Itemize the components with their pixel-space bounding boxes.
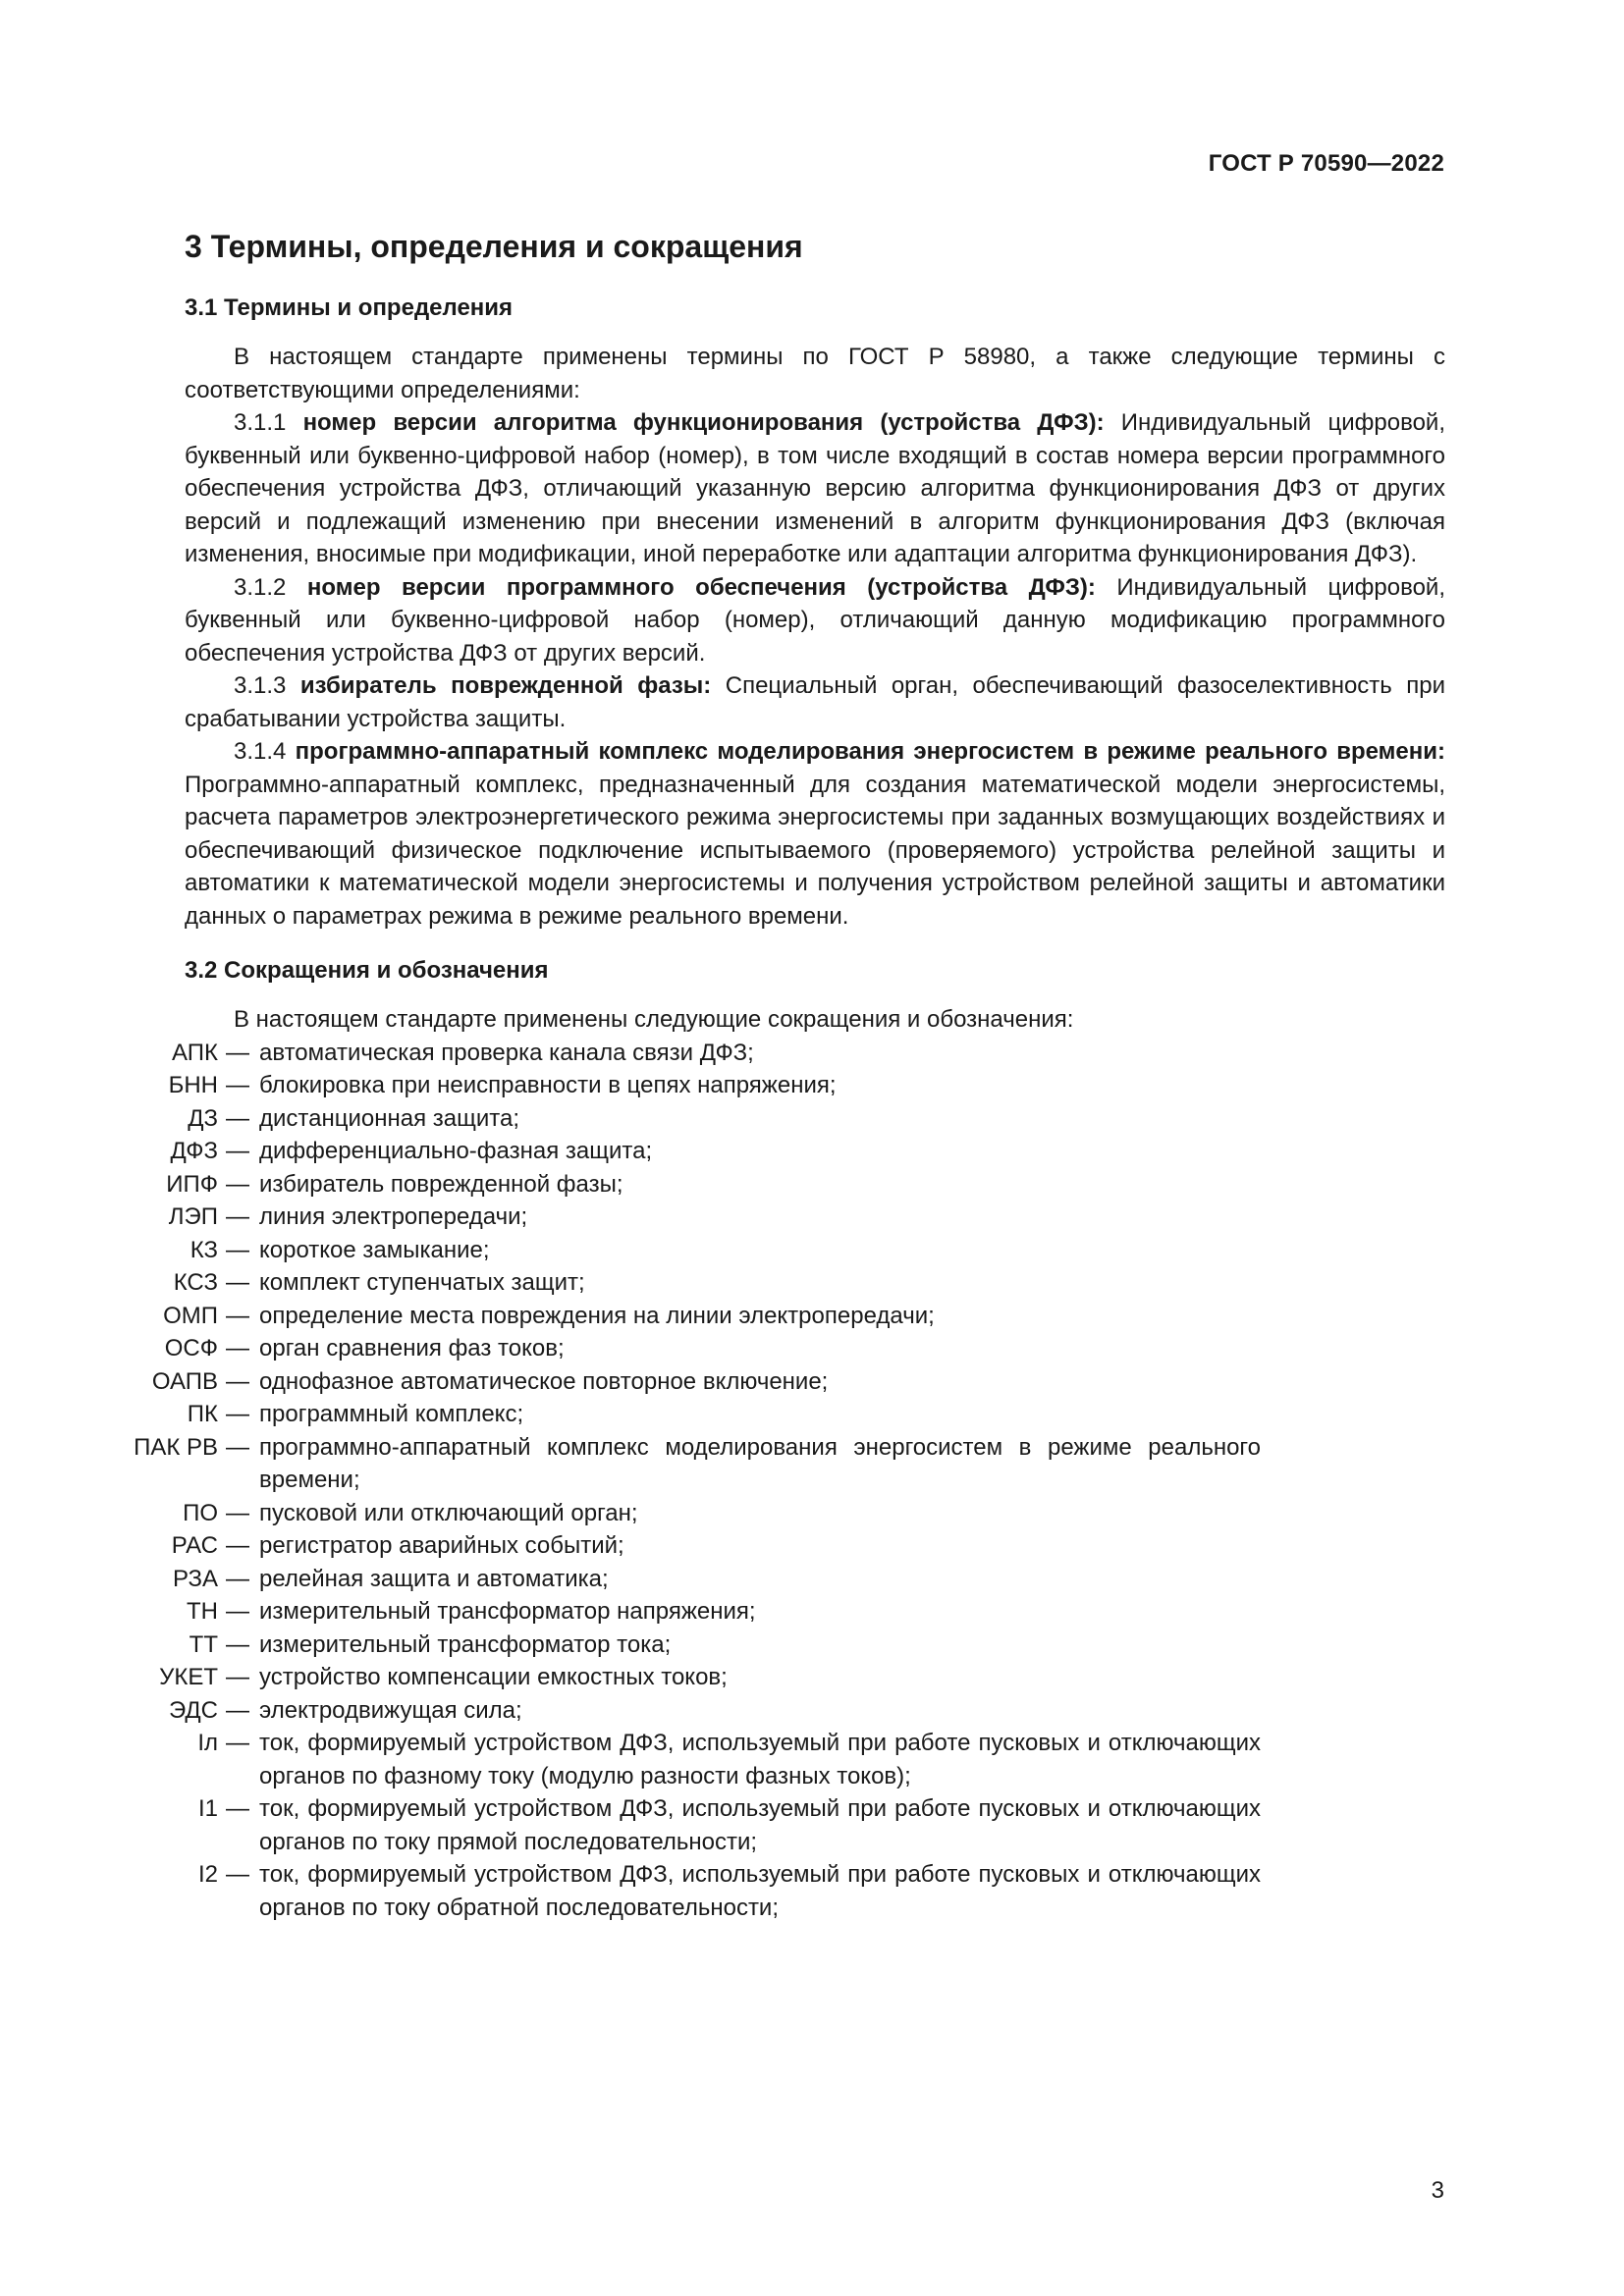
term-number: 3.1.3 [234, 672, 287, 699]
terms-intro-paragraph [185, 341, 1445, 406]
term-name: номер версии программного обеспечения (устройства ДФЗ): [306, 573, 1096, 601]
abbreviation-term: ОАПВ [151, 1367, 218, 1395]
abbreviation-item [0, 1529, 1445, 1563]
abbreviation-definition: релейная защита и автоматика; [259, 1565, 609, 1592]
abbreviation-dash: — [226, 1072, 249, 1098]
abbreviation-item [0, 1629, 1445, 1662]
abbreviation-item [0, 1201, 1445, 1234]
abbreviation-definition: короткое замыкание; [259, 1236, 490, 1263]
abbreviation-definition: измерительный трансформатор тока; [259, 1630, 672, 1658]
abbreviation-definition: линия электропередачи; [259, 1203, 528, 1230]
abbreviation-dash: — [226, 1795, 249, 1822]
abbreviation-definition: ток, формируемый устройством ДФЗ, используемый при работе пусковых и отключающих органов по току прямой последовательности; [259, 1795, 1261, 1855]
abbreviation-term: УКЕТ [159, 1664, 218, 1690]
abbreviation-item [0, 1792, 1445, 1858]
abbreviation-item [0, 1365, 1445, 1399]
abbreviation-definition: однофазное автоматическое повторное включение; [259, 1367, 829, 1395]
abbreviation-item [0, 1168, 1445, 1201]
abbreviation-item [0, 1135, 1445, 1168]
abbreviation-item [0, 1332, 1445, 1365]
term-name: избиратель поврежденной фазы: [299, 672, 712, 699]
abbreviation-dash: — [226, 1236, 249, 1263]
abbreviation-dash: — [226, 1861, 249, 1888]
abbreviation-term: ПО [183, 1499, 218, 1526]
abbreviation-item [0, 1300, 1445, 1333]
abbreviation-definition: орган сравнения фаз токов; [259, 1335, 565, 1362]
abbreviation-term: БНН [168, 1072, 218, 1098]
abbreviation-dash: — [226, 1302, 249, 1329]
abbreviations-list [0, 1037, 1445, 1925]
abbreviation-dash: — [226, 1138, 249, 1164]
abbreviation-term: ИПФ [166, 1170, 218, 1198]
abbreviation-item [0, 1266, 1445, 1300]
abbreviation-definition: устройство компенсации емкостных токов; [259, 1664, 728, 1690]
abbreviation-item [0, 1595, 1445, 1629]
abbreviation-definition: определение места повреждения на линии электропередачи; [259, 1302, 935, 1329]
section-title: 3 Термины, определения и сокращения [185, 229, 803, 264]
abbreviation-term: ТН [187, 1598, 218, 1625]
abbreviation-item [0, 1102, 1445, 1136]
abbreviation-definition: измерительный трансформатор напряжения; [259, 1598, 756, 1625]
abbreviation-dash: — [226, 1335, 249, 1362]
abbreviation-definition: автоматическая проверка канала связи ДФЗ; [259, 1039, 754, 1066]
term-definition: Индивидуальный цифровой, буквенный или буквенно-цифровой набор (номер), отличающий данную модификацию программного обеспечения устройства ДФЗ от других версий. [185, 573, 1445, 667]
abbreviation-term: РАС [171, 1532, 218, 1559]
abbreviation-definition: блокировка при неисправности в цепях напряжения; [259, 1072, 837, 1098]
abbreviation-term: I2 [197, 1861, 218, 1888]
abbreviation-item [0, 1858, 1445, 1924]
abbreviation-dash: — [226, 1664, 249, 1690]
abbreviation-term: ТТ [189, 1630, 218, 1658]
abbreviation-term: ПК [187, 1401, 218, 1427]
abbreviation-item [0, 1398, 1445, 1431]
abbreviation-definition: комплект ступенчатых защит; [259, 1269, 585, 1296]
page-number: 3 [1431, 2177, 1444, 2204]
abbreviation-term: ДЗ [188, 1104, 218, 1132]
abbreviations-intro-paragraph [185, 1003, 1445, 1037]
abbreviation-term: ПАК РВ [134, 1433, 218, 1461]
abbreviation-definition: ток, формируемый устройством ДФЗ, используемый при работе пусковых и отключающих органов по фазному току (модулю разности фазных токов); [259, 1730, 1261, 1789]
term-number: 3.1.2 [234, 573, 287, 601]
abbreviation-dash: — [226, 1269, 249, 1296]
abbreviation-dash: — [226, 1170, 249, 1198]
abbreviation-item [0, 1234, 1445, 1267]
abbreviation-dash: — [226, 1039, 249, 1066]
abbreviation-term: ДФЗ [170, 1138, 218, 1164]
subsection-title-abbreviations: 3.2 Сокращения и обозначения [185, 957, 549, 984]
abbreviation-definition: электродвижущая сила; [259, 1696, 522, 1724]
abbreviation-definition: программно-аппаратный комплекс моделирования энергосистем в режиме реального времени; [259, 1433, 1261, 1493]
abbreviation-definition: избиратель поврежденной фазы; [259, 1170, 623, 1198]
abbreviation-term: ЭДС [168, 1696, 218, 1724]
abbreviation-item [0, 1727, 1445, 1792]
abbreviation-term: РЗА [173, 1565, 218, 1592]
abbreviation-dash: — [226, 1499, 249, 1526]
term-name: номер версии алгоритма функционирования (устройства ДФЗ): [302, 409, 1105, 436]
abbreviation-definition: пусковой или отключающий орган; [259, 1499, 638, 1526]
term-number: 3.1.1 [234, 409, 287, 436]
main-content [134, 223, 1446, 1924]
abbreviation-dash: — [226, 1104, 249, 1132]
abbreviation-definition: ток, формируемый устройством ДФЗ, используемый при работе пусковых и отключающих органов по току обратной последовательности; [259, 1861, 1261, 1921]
abbreviation-dash: — [226, 1598, 249, 1625]
abbreviations-intro-text: В настоящем стандарте применены следующие сокращения и обозначения: [234, 1006, 1074, 1033]
term-definition: Программно-аппаратный комплекс, предназначенный для создания математической модели энергосистемы, расчета параметров электроэнергетического режима энергосистемы при заданных возмущающих воздействиях и обеспечивающий физическое подключение испытываемого (проверяемого) устройства релейной защиты и автоматики к математической модели энергосистемы и получения устройством релейной защиты и автоматики данных о параметрах режима в режиме реального времени. [185, 771, 1445, 930]
abbreviation-dash: — [226, 1433, 249, 1461]
abbreviation-dash: — [226, 1401, 249, 1427]
abbreviation-dash: — [226, 1367, 249, 1395]
abbreviation-item [0, 1563, 1445, 1596]
abbreviation-dash: — [226, 1565, 249, 1592]
abbreviation-dash: — [226, 1532, 249, 1559]
abbreviation-definition: программный комплекс; [259, 1401, 524, 1427]
abbreviation-definition: дистанционная защита; [259, 1104, 519, 1132]
abbreviation-term: ОМП [163, 1302, 218, 1329]
term-definition: Индивидуальный цифровой, буквенный или буквенно-цифровой набор (номер), в том числе входящий в состав номера версии программного обеспечения устройства ДФЗ, отличающий указанную версию алгоритма функционирования ДФЗ от других версий и подлежащий изменению при внесении изменений в алгоритм функционирования ДФЗ (включая изменения, вносимые при модификации, иной переработке или адаптации алгоритма функционирования ДФЗ). [185, 409, 1445, 567]
term-definition-paragraph [185, 735, 1445, 933]
abbreviation-definition: регистратор аварийных событий; [259, 1532, 624, 1559]
terms-list [185, 406, 1445, 933]
abbreviation-dash: — [226, 1696, 249, 1724]
abbreviation-item [0, 1661, 1445, 1694]
abbreviation-item [0, 1694, 1445, 1728]
subsection-title-terms: 3.1 Термины и определения [185, 294, 514, 321]
abbreviation-item [0, 1037, 1445, 1070]
abbreviation-dash: — [226, 1630, 249, 1658]
abbreviation-term: I1 [197, 1795, 218, 1822]
abbreviation-term: КЗ [189, 1236, 218, 1263]
term-name: программно-аппаратный комплекс моделирования энергосистем в режиме реального времени: [295, 738, 1445, 765]
abbreviation-item [0, 1497, 1445, 1530]
abbreviation-item [0, 1069, 1445, 1102]
abbreviation-term: КСЗ [173, 1269, 218, 1296]
term-definition-paragraph [185, 406, 1445, 571]
term-number: 3.1.4 [234, 738, 287, 765]
document-code-header: ГОСТ Р 70590—2022 [1208, 150, 1444, 177]
abbreviation-definition: дифференциально-фазная защита; [259, 1138, 653, 1164]
abbreviation-item [0, 1431, 1445, 1497]
terms-intro-text: В настоящем стандарте применены термины по ГОСТ Р 58980, а также следующие термины с соответствующими определениями: [185, 344, 1445, 403]
abbreviation-term: Iл [197, 1730, 218, 1756]
abbreviation-term: ЛЭП [168, 1203, 218, 1230]
term-definition: Специальный орган, обеспечивающий фазоселективность при срабатывании устройства защиты. [185, 672, 1446, 732]
abbreviation-dash: — [226, 1730, 249, 1756]
term-definition-paragraph [185, 669, 1445, 735]
abbreviation-term: ОСФ [164, 1335, 218, 1362]
abbreviation-dash: — [226, 1203, 249, 1230]
term-definition-paragraph [185, 571, 1445, 670]
abbreviation-term: АПК [172, 1039, 218, 1066]
